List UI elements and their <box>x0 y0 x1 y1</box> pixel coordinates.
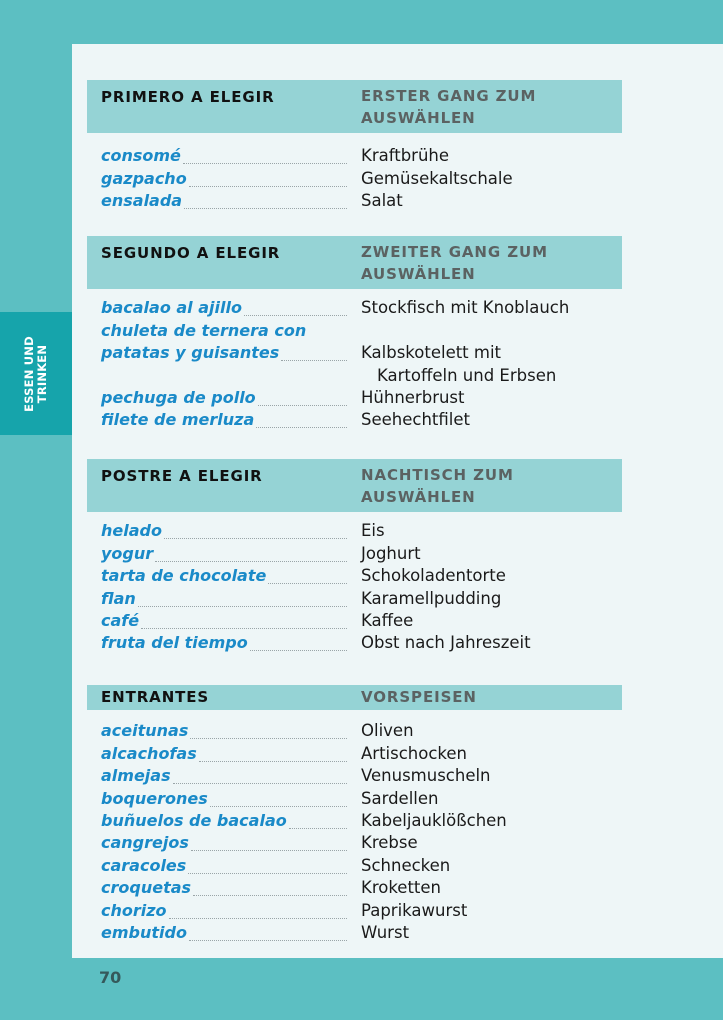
spanish-term: filete de merluza <box>101 410 255 430</box>
dotted-leader <box>189 939 347 941</box>
german-translation: Schnecken <box>361 855 451 875</box>
term-cell <box>87 190 347 212</box>
spanish-term: bacalao al ajillo <box>101 298 242 318</box>
vocab-row <box>87 742 622 764</box>
term-cell <box>87 810 347 832</box>
german-translation: Kartoffeln und Erbsen <box>377 365 557 385</box>
german-translation: Kabeljauklößchen <box>361 810 507 830</box>
term-cell <box>87 520 347 542</box>
section-entrantes <box>87 685 622 944</box>
dotted-leader <box>164 537 347 539</box>
vocab-list <box>87 297 622 431</box>
section-header <box>87 459 622 512</box>
spanish-term: yogur <box>101 543 154 563</box>
dotted-leader <box>184 207 347 209</box>
german-translation: Obst nach Jahreszeit <box>361 633 531 653</box>
section-segundo <box>87 236 622 431</box>
german-translation: Paprikawurst <box>361 900 468 920</box>
term-cell <box>87 877 347 899</box>
vocab-row <box>87 922 622 944</box>
term-cell <box>87 765 347 787</box>
dotted-leader <box>173 782 347 784</box>
spanish-term: tarta de chocolate <box>101 566 267 586</box>
spanish-term: chorizo <box>101 900 167 920</box>
section-header <box>87 236 622 289</box>
vocab-row <box>87 542 622 564</box>
german-translation: Sardellen <box>361 788 439 808</box>
vocab-row <box>87 145 622 167</box>
german-translation: Gemüsekaltschale <box>361 168 513 188</box>
german-translation: Eis <box>361 521 385 541</box>
dotted-leader <box>268 582 347 584</box>
section-title-de-line: AUSWÄHLEN <box>361 265 476 283</box>
spanish-term: croquetas <box>101 878 192 898</box>
spanish-term: almejas <box>101 766 171 786</box>
vocab-list <box>87 520 622 654</box>
term-cell <box>87 788 347 810</box>
term-cell <box>87 720 347 742</box>
chapter-tab-line1: ESSEN UND <box>22 335 36 412</box>
german-translation: Karamellpudding <box>361 588 502 608</box>
section-title-de <box>361 241 581 285</box>
vocab-row <box>87 520 622 542</box>
spanish-term: fruta del tiempo <box>101 633 248 653</box>
vocab-row <box>87 720 622 742</box>
dotted-leader <box>281 359 347 361</box>
term-cell <box>87 588 347 610</box>
spanish-term: aceitunas <box>101 721 189 741</box>
section-title-es: PRIMERO A ELEGIR <box>101 88 275 106</box>
dotted-leader <box>250 649 347 651</box>
dotted-leader <box>189 185 347 187</box>
term-cell <box>87 610 347 632</box>
german-translation: Salat <box>361 191 403 211</box>
dotted-leader <box>188 872 347 874</box>
vocab-row <box>87 810 622 832</box>
spanish-term: patatas y guisantes <box>101 343 280 363</box>
german-translation: Wurst <box>361 922 410 942</box>
section-title-de <box>361 686 581 708</box>
section-title-de <box>361 464 581 508</box>
term-cell <box>87 743 347 765</box>
term-cell <box>87 832 347 854</box>
term-cell <box>87 320 347 342</box>
term-cell <box>87 297 347 319</box>
spanish-term: boquerones <box>101 788 208 808</box>
spanish-term: gazpacho <box>101 168 187 188</box>
vocab-row <box>87 832 622 854</box>
chapter-tab-line2: TRINKEN <box>35 344 49 403</box>
spanish-term: café <box>101 610 140 630</box>
german-translation: Kraftbrühe <box>361 146 450 166</box>
german-translation: Joghurt <box>361 543 421 563</box>
spanish-term: ensalada <box>101 191 183 211</box>
term-cell <box>87 565 347 587</box>
vocab-row <box>87 787 622 809</box>
german-translation: Kroketten <box>361 878 442 898</box>
vocab-row <box>87 565 622 587</box>
vocab-row <box>87 364 622 386</box>
vocab-row <box>87 342 622 364</box>
german-translation: Artischocken <box>361 743 467 763</box>
section-title-de-line: ERSTER GANG ZUM <box>361 87 537 105</box>
section-title-es: ENTRANTES <box>101 688 210 706</box>
chapter-tab <box>0 312 72 435</box>
spanish-term: embutido <box>101 922 187 942</box>
vocab-row <box>87 297 622 319</box>
vocab-row <box>87 387 622 409</box>
section-postre <box>87 459 622 654</box>
vocab-list <box>87 145 622 212</box>
vocab-row <box>87 765 622 787</box>
vocab-row <box>87 877 622 899</box>
dotted-leader <box>190 737 347 739</box>
dotted-leader <box>193 894 347 896</box>
term-cell <box>87 922 347 944</box>
section-title-es: SEGUNDO A ELEGIR <box>101 244 281 262</box>
dotted-leader <box>138 605 347 607</box>
german-translation: Stockfisch mit Knoblauch <box>361 298 570 318</box>
section-header <box>87 80 622 133</box>
section-title-es: POSTRE A ELEGIR <box>101 467 263 485</box>
spanish-term: alcachofas <box>101 743 197 763</box>
section-title-de-line: AUSWÄHLEN <box>361 109 476 127</box>
term-cell <box>87 342 347 364</box>
dotted-leader <box>289 827 347 829</box>
dotted-leader <box>199 760 347 762</box>
vocab-list <box>87 720 622 944</box>
chapter-tab-label <box>23 319 49 429</box>
section-primero <box>87 80 622 212</box>
vocab-row <box>87 319 622 341</box>
german-translation: Seehechtfilet <box>361 410 470 430</box>
term-cell <box>87 900 347 922</box>
dotted-leader <box>244 314 347 316</box>
spanish-term: chuleta de ternera con <box>101 320 307 340</box>
german-translation: Venusmuscheln <box>361 766 491 786</box>
dotted-leader <box>256 426 347 428</box>
section-title-de-line: VORSPEISEN <box>361 688 477 706</box>
dotted-leader <box>141 627 347 629</box>
german-translation: Kaffee <box>361 610 414 630</box>
vocab-row <box>87 587 622 609</box>
term-cell <box>87 387 347 409</box>
spanish-term: flan <box>101 588 136 608</box>
section-title-de-line: AUSWÄHLEN <box>361 488 476 506</box>
section-header <box>87 685 622 710</box>
section-title-de <box>361 85 581 129</box>
term-cell <box>87 168 347 190</box>
dotted-leader <box>210 805 347 807</box>
dotted-leader <box>191 849 347 851</box>
term-cell <box>87 855 347 877</box>
dotted-leader <box>169 917 347 919</box>
vocab-row <box>87 899 622 921</box>
dotted-leader <box>155 560 347 562</box>
term-cell <box>87 145 347 167</box>
spanish-term: cangrejos <box>101 833 189 853</box>
spanish-term: consomé <box>101 146 181 166</box>
vocab-row <box>87 167 622 189</box>
section-title-de-line: NACHTISCH ZUM <box>361 466 514 484</box>
german-translation: Hühnerbrust <box>361 387 465 407</box>
spanish-term: caracoles <box>101 855 187 875</box>
term-cell <box>87 543 347 565</box>
spanish-term: helado <box>101 521 162 541</box>
term-cell <box>87 409 347 431</box>
term-cell <box>87 632 347 654</box>
german-translation: Krebse <box>361 833 418 853</box>
vocab-row <box>87 632 622 654</box>
page-number: 70 <box>99 968 122 987</box>
spanish-term: buñuelos de bacalao <box>101 810 287 830</box>
vocab-row <box>87 610 622 632</box>
vocab-row <box>87 854 622 876</box>
vocab-row <box>87 190 622 212</box>
dotted-leader <box>183 162 347 164</box>
german-translation: Schokoladentorte <box>361 566 506 586</box>
spanish-term: pechuga de pollo <box>101 387 256 407</box>
german-translation: Oliven <box>361 721 414 741</box>
german-translation: Kalbskotelett mit <box>361 343 502 363</box>
vocab-row <box>87 409 622 431</box>
section-title-de-line: ZWEITER GANG ZUM <box>361 243 548 261</box>
dotted-leader <box>258 404 347 406</box>
